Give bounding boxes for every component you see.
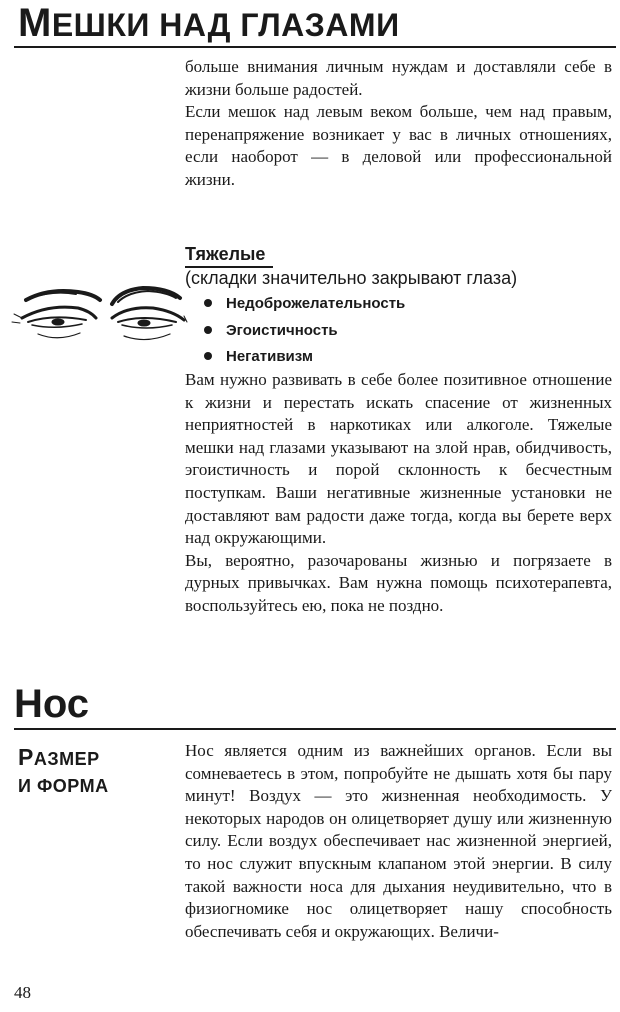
intro-text-block: [185, 56, 612, 192]
side-heading-rest: АЗМЕР: [33, 749, 100, 769]
eyes-drawing: [8, 278, 188, 358]
subsection-note: (складки значительно закрывают глаза): [185, 268, 518, 288]
subsection-title-heavy: Тяжелые: [185, 244, 266, 264]
nose-title-rule: [14, 728, 616, 730]
bullet-dot-icon: [204, 299, 212, 307]
paragraph: больше внимания личным нуждам и доставляли себе в жизни больше радостей.: [185, 57, 612, 99]
side-heading-line1: [18, 744, 109, 773]
paragraph: Если мешок над левым веком больше, чем над правым, перенапряжение возникает у вас в личных отношениях, если наоборот — в деловой или профессиональной жизни.: [185, 102, 612, 189]
list-item: [204, 344, 405, 371]
nose-text-block: [185, 740, 612, 943]
side-heading-line2: И ФОРМА: [18, 776, 109, 796]
bullet-dot-icon: [204, 326, 212, 334]
side-heading-size-shape: [18, 744, 109, 800]
list-item: [204, 318, 405, 345]
section-title-nose: Нос: [14, 682, 90, 726]
list-item: [204, 291, 405, 318]
trait-label: Недоброжелательность: [226, 295, 406, 312]
trait-label: Негативизм: [226, 348, 313, 365]
heavy-bags-text-block: [185, 369, 612, 618]
paragraph: Вы, вероятно, разочарованы жизнью и погрязаете в дурных привычках. Вам нужна помощь психотерапевта, воспользуйтесь ею, пока не поздно.: [185, 550, 612, 615]
traits-list: [204, 291, 405, 371]
paragraph: Вам нужно развивать в себе более позитивное отношение к жизни и перестать искать спасение от жизненных неприятностей в наркотиках или алкоголе. Тяжелые мешки над глазами указывают на злой нрав, обидчивость, эгоистичность и порой склонность к бесчестным поступкам. Ваши негативные жизненные установки не доставляют вам радости даже тогда, когда вы берете верх над окружающими.: [185, 370, 612, 548]
heavy-eye-bags-illustration: [8, 278, 188, 358]
section-title-eye-bags: [18, 2, 400, 46]
bullet-dot-icon: [204, 352, 212, 360]
side-heading-initial: Р: [18, 744, 34, 770]
title-rule: [14, 46, 616, 48]
paragraph: Нос является одним из важнейших органов. Если вы сомневаетесь в этом, попробуйте не дышать хотя бы пару минут! Воздух — это жизненная необходимость. У некоторых народов он олицетворяет душу или жизненную силу. Если воздух обеспечивает нас жизненной энергией, то нос служит впускным клапаном этой энергии. В силу такой важности носа для дыхания неудивительно, что в физиогномике нос олицетворяет нашу способность обеспечивать себя и окружающих. Величи-: [185, 741, 612, 941]
section-title-initial: М: [18, 1, 52, 45]
page-number: 48: [14, 983, 31, 1002]
section-title-rest: ЕШКИ НАД ГЛАЗАМИ: [51, 7, 400, 43]
trait-label: Эгоистичность: [226, 321, 338, 339]
